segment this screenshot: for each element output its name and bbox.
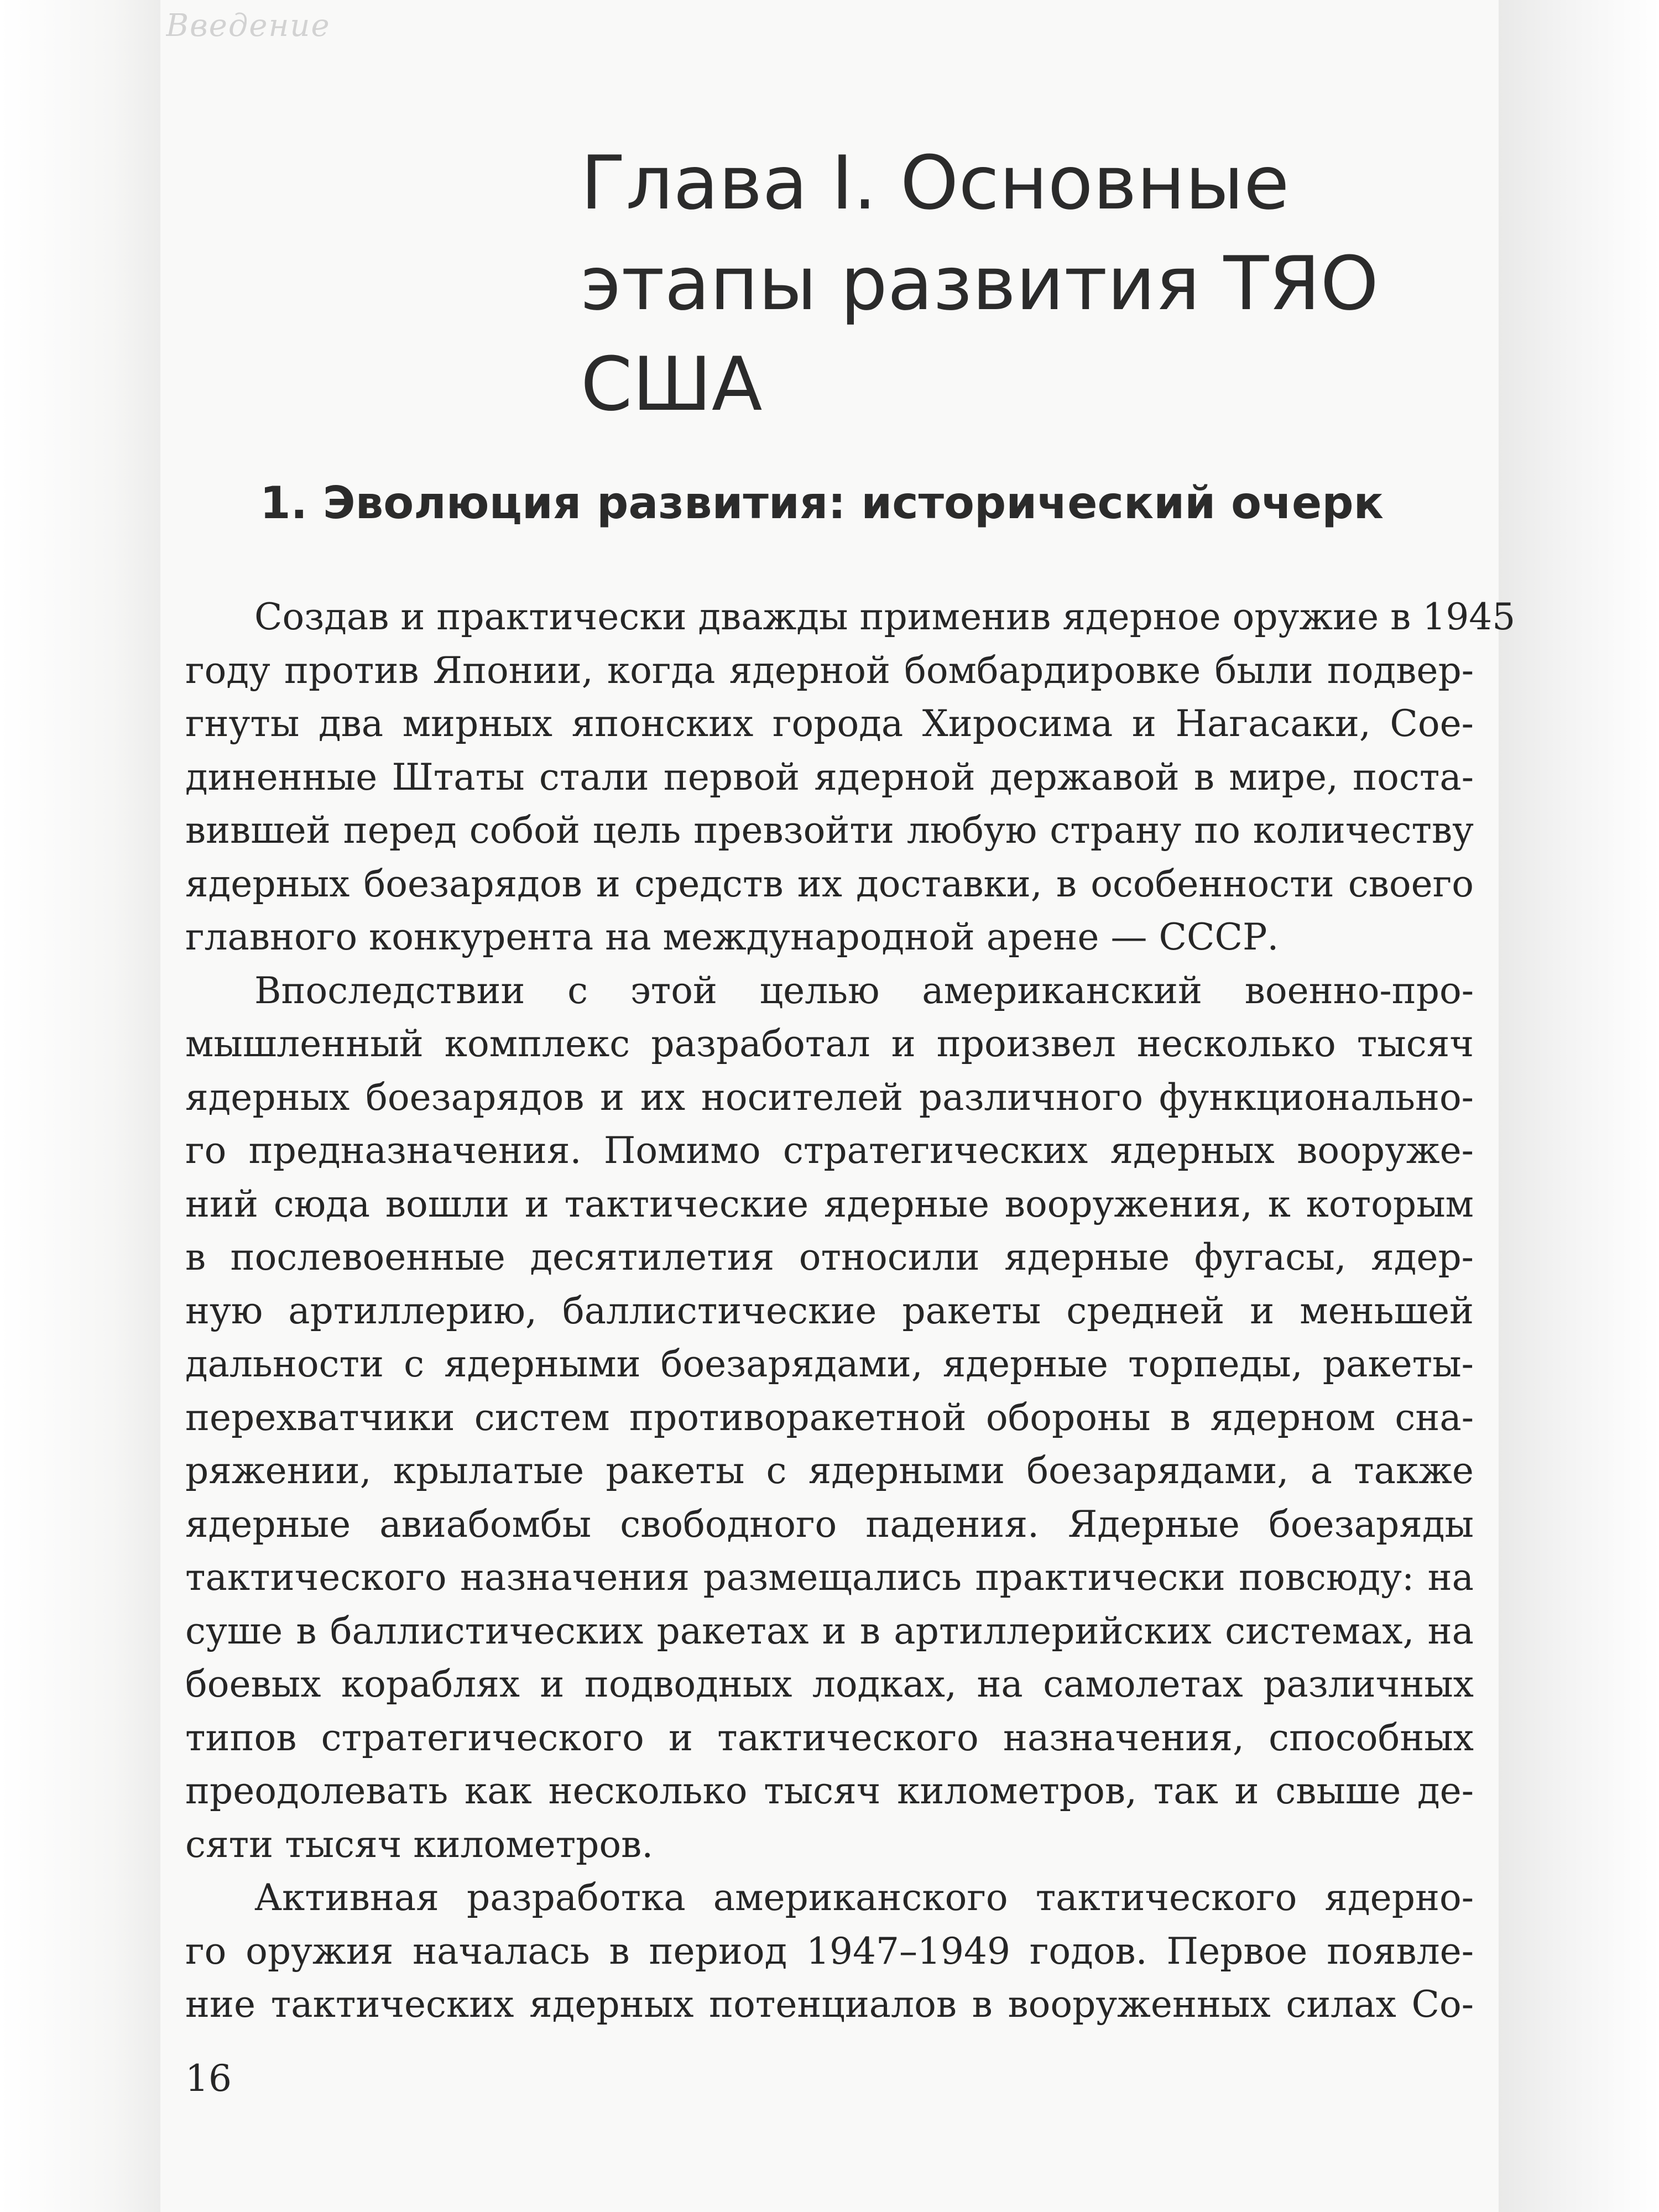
chapter-title-line: Глава I. Основные [581, 140, 1290, 226]
paragraph [185, 1871, 1474, 2032]
text-line: сяти тысяч километров. [185, 1823, 654, 1866]
section-heading: 1. Эволюция развития: исторический очерк [260, 477, 1384, 529]
paragraph [185, 964, 1474, 1872]
text-line: ную артиллерию, баллистические ракеты средней и меньшей [185, 1289, 1474, 1332]
text-line: дальности с ядерными боезарядами, ядерные торпеды, ракеты- [185, 1343, 1474, 1385]
text-line: Создав и практически дважды применив ядерное оружие в 1945 [254, 596, 1516, 638]
body-text [185, 591, 1516, 2032]
text-line: типов стратегического и тактического назначения, способных [185, 1716, 1474, 1759]
chapter-title-line: этапы развития ТЯО [581, 241, 1379, 327]
text-line: Впоследствии с этой целью американский военно-про- [254, 969, 1474, 1012]
chapter-title [581, 133, 1379, 435]
scan-right-margin [1499, 0, 1659, 2212]
text-line: году против Японии, когда ядерной бомбардировке были подвер- [185, 649, 1474, 692]
text-line: ядерных боезарядов и средств их доставки, в особенности своего [185, 862, 1474, 905]
text-line: го предназначения. Помимо стратегических ядерных вооруже- [185, 1129, 1474, 1172]
text-line: преодолевать как несколько тысяч километров, так и свыше де- [185, 1770, 1474, 1812]
scan-left-margin [0, 0, 160, 2212]
page-number: 16 [185, 2057, 232, 2100]
text-line: вившей перед собой цель превзойти любую страну по количеству [185, 809, 1474, 852]
text-line: го оружия началась в период 1947–1949 годов. Первое появле- [185, 1929, 1474, 1973]
text-line: ние тактических ядерных потенциалов в вооруженных силах Со- [185, 1983, 1474, 2026]
chapter-title-line: США [581, 341, 763, 427]
text-line: в послевоенные десятилетия относили ядерные фугасы, ядер- [185, 1236, 1474, 1279]
text-line: боевых кораблях и подводных лодках, на самолетах различных [185, 1663, 1474, 1705]
text-line: суше в баллистических ракетах и в артиллерийских системах, на [185, 1609, 1474, 1652]
text-line: перехватчики систем противоракетной обороны в ядерном сна- [185, 1396, 1474, 1439]
text-line: тактического назначения размещались практически повсюду: на [185, 1556, 1474, 1599]
text-line: ядерных боезарядов и их носителей различного функционально- [185, 1076, 1474, 1119]
text-line: мышленный комплекс разработал и произвел несколько тысяч [185, 1022, 1474, 1065]
text-line: ядерные авиабомбы свободного падения. Ядерные боезаряды [185, 1503, 1474, 1546]
text-line: диненные Штаты стали первой ядерной державой в мире, поста- [185, 755, 1474, 799]
text-line: ний сюда вошли и тактические ядерные вооружения, к которым [185, 1182, 1474, 1225]
text-line: ряжении, крылатые ракеты с ядерными боезарядами, а также [185, 1449, 1474, 1492]
text-line: Активная разработка американского тактического ядерно- [254, 1876, 1474, 1919]
text-line: гнуты два мирных японских города Хиросима и Нагасаки, Сое- [185, 702, 1474, 745]
paragraph [185, 591, 1516, 964]
text-line: главного конкурента на международной арене — СССР. [185, 916, 1279, 958]
running-header: Введение [166, 8, 331, 44]
